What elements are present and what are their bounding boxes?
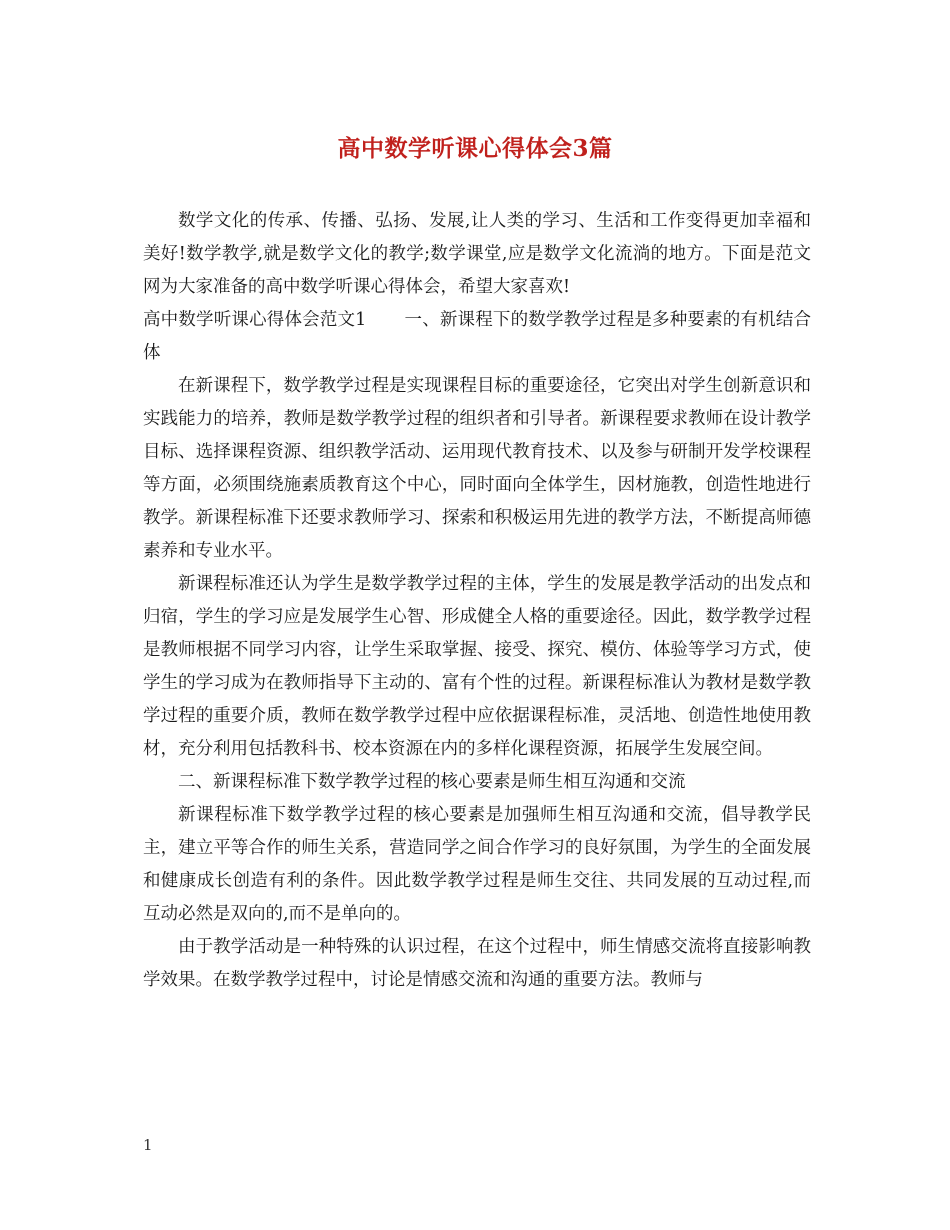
body-paragraph: 新课程标准还认为学生是数学教学过程的主体，学生的发展是教学活动的出发点和归宿，学生的学习应是发展学生心智、形成健全人格的重要途径。因此，数学教学过程是教师根据不同学习内容，让学生采取掌握、接受、探究、模仿、体验等学习方式，使学生的学习成为在教师指导下主动的、富有个性的过程。新课程标准认为教材是数学教学过程的重要介质，教师在数学教学过程中应依据课程标准，灵活地、创造性地使用教材，充分利用包括教科书、校本资源在内的多样化课程资源，拓展学生发展空间。 bbox=[143, 574, 811, 759]
body-paragraph: 在新课程下，数学教学过程是实现课程目标的重要途径，它突出对学生创新意识和实践能力的培养，教师是数学教学过程的组织者和引导者。新课程要求教师在设计教学目标、选择课程资源、组织教学活动、运用现代教育技术、以及参与研制开发学校课程等方面，必须围绕施素质教育这个中心，同时面向全体学生，因材施教，创造性地进行教学。新课程标准下还要求教师学习、探索和积极运用先进的教学方法，不断提高师德素养和专业水平。 bbox=[143, 376, 811, 561]
document-body bbox=[143, 205, 811, 997]
body-paragraph: 新课程标准下数学教学过程的核心要素是加强师生相互沟通和交流，倡导教学民主，建立平等合作的师生关系，营造同学之间合作学习的良好氛围，为学生的全面发展和健康成长创造有利的条件。因此数学教学过程是师生交往、共同发展的互动过程,而互动必然是双向的,而不是单向的。 bbox=[143, 805, 811, 924]
section-heading: 高中数学听课心得体会范文1 bbox=[143, 310, 367, 330]
section-subheading: 一、新课程下的数学教学过程是多种要素的有机结合体 bbox=[143, 310, 812, 363]
intro-paragraph: 数学文化的传承、传播、弘扬、发展,让人类的学习、生活和工作变得更加幸福和美好!数学教学,就是数学文化的教学;数学课堂,应是数学文化流淌的地方。下面是范文网为大家准备的高中数学听课心得体会，希望大家喜欢! bbox=[143, 211, 811, 297]
section-heading-line bbox=[143, 304, 811, 370]
page-number: 1 bbox=[143, 1136, 153, 1154]
document-title: 高中数学听课心得体会3篇 bbox=[337, 135, 613, 162]
subheading-paragraph: 二、新课程标准下数学教学过程的核心要素是师生相互沟通和交流 bbox=[178, 772, 686, 792]
body-paragraph: 由于教学活动是一种特殊的认识过程，在这个过程中，师生情感交流将直接影响教学效果。在数学教学过程中，讨论是情感交流和沟通的重要方法。教师与 bbox=[143, 937, 811, 990]
